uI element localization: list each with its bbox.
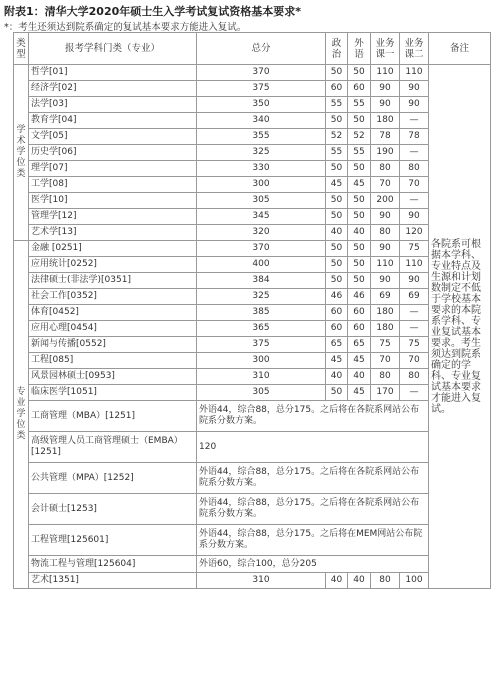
course1-score: 90 [371, 97, 400, 113]
subject-name: 工商管理（MBA）[1251] [29, 401, 197, 432]
professional-category-label [14, 241, 29, 589]
course1-score: 78 [371, 129, 400, 145]
academic-category-char: 位 [16, 158, 26, 168]
course2-score: 110 [400, 257, 429, 273]
table-row [14, 321, 491, 337]
subject-name: 文学[05] [29, 129, 197, 145]
politics-score: 50 [326, 161, 348, 177]
course2-score: 90 [400, 209, 429, 225]
total-score: 310 [197, 573, 326, 589]
subject-name: 风景园林硕士[0953] [29, 369, 197, 385]
foreign-score: 55 [348, 145, 371, 161]
table-row-merged [14, 525, 491, 556]
course2-score: 69 [400, 289, 429, 305]
politics-score: 45 [326, 353, 348, 369]
politics-score: 52 [326, 129, 348, 145]
table-row [14, 353, 491, 369]
course2-score: 80 [400, 369, 429, 385]
table-row [14, 97, 491, 113]
politics-score: 50 [326, 193, 348, 209]
course2-score: 78 [400, 129, 429, 145]
course2-score: 90 [400, 81, 429, 97]
subject-name: 金融 [0251] [29, 241, 197, 257]
politics-score: 60 [326, 321, 348, 337]
course1-score: 90 [371, 209, 400, 225]
total-score: 370 [197, 241, 326, 257]
table-row [14, 113, 491, 129]
politics-score: 46 [326, 289, 348, 305]
course1-score: 110 [371, 257, 400, 273]
subject-name: 高级管理人员工商管理硕士（EMBA）[1251] [29, 432, 197, 463]
course1-score: 110 [371, 65, 400, 81]
subject-name: 会计硕士[1253] [29, 494, 197, 525]
professional-category-char: 位 [16, 420, 26, 430]
politics-score: 55 [326, 97, 348, 113]
course2-score: — [400, 193, 429, 209]
academic-category-char: 术 [16, 136, 26, 146]
course2-score: 70 [400, 177, 429, 193]
foreign-score: 50 [348, 161, 371, 177]
foreign-score: 65 [348, 337, 371, 353]
course1-score: 200 [371, 193, 400, 209]
table-row [14, 257, 491, 273]
subject-name: 艺术学[13] [29, 225, 197, 241]
header-total: 总分 [197, 33, 326, 65]
politics-score: 50 [326, 385, 348, 401]
course1-score: 180 [371, 305, 400, 321]
course2-score: — [400, 385, 429, 401]
total-score: 365 [197, 321, 326, 337]
course2-score: 120 [400, 225, 429, 241]
professional-category-char: 学 [16, 409, 26, 419]
total-score: 300 [197, 177, 326, 193]
total-score: 330 [197, 161, 326, 177]
total-score: 305 [197, 193, 326, 209]
table-row [14, 81, 491, 97]
table-row-merged [14, 556, 491, 573]
header-course1: 业务课一 [371, 33, 400, 65]
table-row [14, 65, 491, 81]
politics-score: 55 [326, 145, 348, 161]
course1-score: 80 [371, 369, 400, 385]
table-row [14, 337, 491, 353]
table-row [14, 225, 491, 241]
foreign-score: 50 [348, 193, 371, 209]
politics-score: 50 [326, 273, 348, 289]
politics-score: 40 [326, 573, 348, 589]
course2-score: 90 [400, 97, 429, 113]
subject-name: 物流工程与管理[125604] [29, 556, 197, 573]
foreign-score: 50 [348, 257, 371, 273]
table-row [14, 369, 491, 385]
total-score: 400 [197, 257, 326, 273]
course1-score: 90 [371, 273, 400, 289]
foreign-score: 50 [348, 241, 371, 257]
foreign-score: 45 [348, 385, 371, 401]
foreign-score: 45 [348, 177, 371, 193]
subject-name: 理学[07] [29, 161, 197, 177]
total-score: 325 [197, 145, 326, 161]
politics-score: 50 [326, 209, 348, 225]
course1-score: 70 [371, 353, 400, 369]
subject-name: 应用心理[0454] [29, 321, 197, 337]
requirements-table [13, 32, 491, 589]
merged-requirement: 外语44，综合88，总分175。之后将在各院系网站公布院系分数方案。 [197, 401, 429, 432]
table-row [14, 385, 491, 401]
header-row [14, 33, 491, 65]
header-category [14, 33, 29, 65]
table-row-merged [14, 494, 491, 525]
foreign-score: 46 [348, 289, 371, 305]
subject-name: 管理学[12] [29, 209, 197, 225]
foreign-score: 45 [348, 353, 371, 369]
subject-name: 艺术[1351] [29, 573, 197, 589]
course1-score: 180 [371, 321, 400, 337]
politics-score: 50 [326, 241, 348, 257]
politics-score: 40 [326, 225, 348, 241]
table-row [14, 145, 491, 161]
total-score: 305 [197, 385, 326, 401]
politics-score: 50 [326, 113, 348, 129]
course2-score: — [400, 113, 429, 129]
remark-cell: 各院系可根据本学科、专业特点及生源和计划数制定不低于学校基本要求的本院系学科、专业复试基本要求。考生须达到院系确定的学科、专业复试基本要求才能进入复试。 [429, 65, 491, 589]
professional-category-char: 专 [16, 387, 26, 397]
foreign-score: 52 [348, 129, 371, 145]
course2-score: 110 [400, 65, 429, 81]
foreign-score: 60 [348, 321, 371, 337]
politics-score: 60 [326, 81, 348, 97]
subject-name: 工程[085] [29, 353, 197, 369]
academic-category-char: 学 [16, 125, 26, 135]
politics-score: 50 [326, 257, 348, 273]
subject-name: 公共管理（MPA）[1252] [29, 463, 197, 494]
foreign-score: 50 [348, 273, 371, 289]
course2-score: — [400, 145, 429, 161]
header-course2: 业务课二 [400, 33, 429, 65]
professional-category-char: 业 [16, 398, 26, 408]
course1-score: 170 [371, 385, 400, 401]
academic-category-char: 学 [16, 147, 26, 157]
course1-score: 190 [371, 145, 400, 161]
course1-score: 75 [371, 337, 400, 353]
subject-name: 历史学[06] [29, 145, 197, 161]
foreign-score: 55 [348, 97, 371, 113]
footnote: *：考生还须达到院系确定的复试基本要求方能进入复试。 [4, 22, 247, 33]
table-row-merged [14, 432, 491, 463]
merged-requirement: 外语44，综合88，总分175。之后将在各院系网站公布院系分数方案。 [197, 463, 429, 494]
academic-category-char: 类 [16, 169, 26, 179]
header-foreign: 外语 [348, 33, 371, 65]
table-row [14, 273, 491, 289]
politics-score: 60 [326, 305, 348, 321]
table-row [14, 241, 491, 257]
total-score: 345 [197, 209, 326, 225]
merged-requirement: 外语60，综合100，总分205 [197, 556, 429, 573]
table-row [14, 209, 491, 225]
table-row [14, 573, 491, 589]
total-score: 370 [197, 65, 326, 81]
subject-name: 社会工作[0352] [29, 289, 197, 305]
course1-score: 90 [371, 241, 400, 257]
total-score: 310 [197, 369, 326, 385]
total-score: 355 [197, 129, 326, 145]
foreign-score: 50 [348, 65, 371, 81]
table-row-merged [14, 401, 491, 432]
total-score: 375 [197, 81, 326, 97]
subject-name: 体育[0452] [29, 305, 197, 321]
subject-name: 经济学[02] [29, 81, 197, 97]
table-row [14, 305, 491, 321]
course2-score: — [400, 305, 429, 321]
foreign-score: 40 [348, 369, 371, 385]
total-score: 350 [197, 97, 326, 113]
foreign-score: 60 [348, 305, 371, 321]
course2-score: 70 [400, 353, 429, 369]
subject-name: 法律硕士(非法学)[0351] [29, 273, 197, 289]
politics-score: 65 [326, 337, 348, 353]
course2-score: 100 [400, 573, 429, 589]
header-subject: 报考学科门类（专业） [29, 33, 197, 65]
politics-score: 40 [326, 369, 348, 385]
table-row [14, 177, 491, 193]
subject-name: 临床医学[1051] [29, 385, 197, 401]
politics-score: 45 [326, 177, 348, 193]
table-row [14, 161, 491, 177]
subject-name: 教育学[04] [29, 113, 197, 129]
foreign-score: 50 [348, 209, 371, 225]
politics-score: 50 [326, 65, 348, 81]
total-score: 340 [197, 113, 326, 129]
merged-requirement: 120 [197, 432, 429, 463]
academic-category-label [14, 65, 29, 241]
foreign-score: 50 [348, 113, 371, 129]
course2-score: 80 [400, 161, 429, 177]
total-score: 320 [197, 225, 326, 241]
foreign-score: 40 [348, 225, 371, 241]
foreign-score: 40 [348, 573, 371, 589]
subject-name: 工程管理[125601] [29, 525, 197, 556]
subject-name: 医学[10] [29, 193, 197, 209]
course1-score: 90 [371, 81, 400, 97]
page-title: 附表1：清华大学2020年硕士生入学考试复试资格基本要求* [4, 5, 302, 18]
header-category-text: 类型 [16, 37, 26, 60]
merged-requirement: 外语44，综合88，总分175。之后将在各院系网站公布院系分数方案。 [197, 494, 429, 525]
course1-score: 80 [371, 161, 400, 177]
course2-score: 75 [400, 337, 429, 353]
total-score: 385 [197, 305, 326, 321]
foreign-score: 60 [348, 81, 371, 97]
subject-name: 新闻与传播[0552] [29, 337, 197, 353]
subject-name: 工学[08] [29, 177, 197, 193]
header-politics: 政治 [326, 33, 348, 65]
professional-category-char: 类 [16, 431, 26, 441]
course1-score: 70 [371, 177, 400, 193]
course1-score: 69 [371, 289, 400, 305]
course2-score: 75 [400, 241, 429, 257]
subject-name: 法学[03] [29, 97, 197, 113]
total-score: 300 [197, 353, 326, 369]
total-score: 325 [197, 289, 326, 305]
header-remark: 备注 [429, 33, 491, 65]
table-row [14, 289, 491, 305]
course2-score: 90 [400, 273, 429, 289]
subject-name: 应用统计[0252] [29, 257, 197, 273]
course1-score: 180 [371, 113, 400, 129]
table-row [14, 193, 491, 209]
merged-requirement: 外语44，综合88，总分175。之后将在MEM网站公布院系分数方案。 [197, 525, 429, 556]
course1-score: 80 [371, 573, 400, 589]
table-row-merged [14, 463, 491, 494]
course1-score: 80 [371, 225, 400, 241]
total-score: 384 [197, 273, 326, 289]
total-score: 375 [197, 337, 326, 353]
course2-score: — [400, 321, 429, 337]
subject-name: 哲学[01] [29, 65, 197, 81]
table-row [14, 129, 491, 145]
